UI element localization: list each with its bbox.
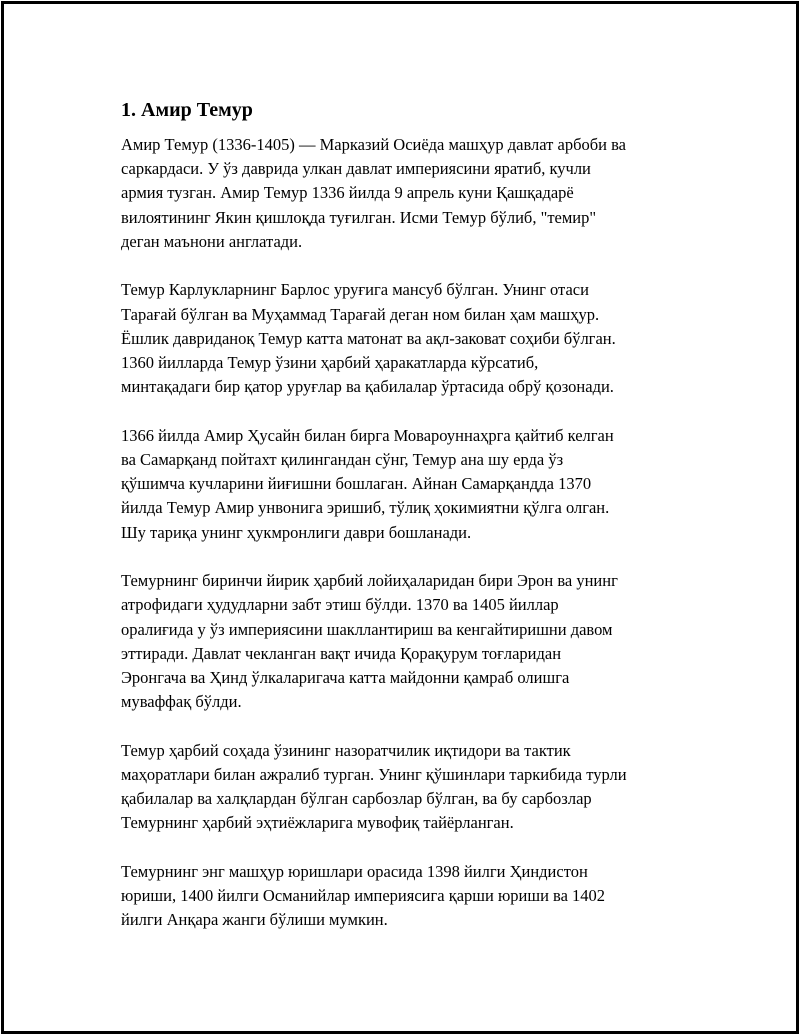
text-line: минтақадаги бир қатор уруғлар ва қабилалар ўртасида обрў қозонади. [121, 377, 614, 397]
text-line: қўшимча кучларини йиғишни бошлаган. Айнан Самарқандда 1370 [121, 474, 592, 494]
page-frame [1, 1, 799, 1034]
text-line: Темурнинг ҳарбий эҳтиёжларига мувофиқ тайёрланган. [121, 813, 514, 833]
text-line: юриши, 1400 йилги Османийлар империясига қарши юриши ва 1402 [121, 886, 606, 906]
text-line: атрофидаги ҳудудларни забт этиш бўлди. 1370 ва 1405 йиллар [121, 595, 559, 615]
text-line: Эронгача ва Ҳинд ўлкаларигача катта майдонни қамраб олишга [121, 668, 570, 688]
text-line: йилги Анқара жанги бўлиши мумкин. [121, 910, 388, 930]
text-line: Темур Карлукларнинг Барлос уруғига мансуб бўлган. Унинг отаси [121, 280, 589, 300]
text-line: йилда Темур Амир унвонига эришиб, тўлиқ ҳокимиятни қўлга олган. [121, 498, 610, 518]
paragraph-4 [121, 569, 696, 714]
text-line: Шу тариқа унинг ҳукмронлиги даври бошланади. [121, 522, 472, 542]
paragraph-3 [121, 424, 696, 545]
text-line: армия тузган. Амир Темур 1336 йилда 9 апрель куни Қашқадарё [121, 183, 574, 203]
text-line: эттиради. Давлат чекланган вақт ичида Қорақурум тоғларидан [121, 643, 562, 663]
text-line: вилоятининг Якин қишлоқда туғилган. Исми Темур бўлиб, "темир" [121, 207, 597, 227]
text-line: Амир Темур (1336-1405) — Марказий Осиёда машҳур давлат арбоби ва [121, 135, 626, 154]
text-line: маҳоратлари билан ажралиб турган. Унинг қўшинлари таркибида турли [121, 765, 627, 785]
paragraph-2 [121, 278, 696, 399]
text-line: ва Самарқанд пойтахт қилингандан сўнг, Темур ана шу ерда ўз [121, 450, 564, 470]
paragraph-6 [121, 860, 696, 933]
document-title: 1. Амир Темур [121, 99, 253, 121]
text-line: деган маънони англатади. [121, 231, 303, 251]
text-line: Ёшлик давриданоқ Темур катта матонат ва ақл-заковат соҳиби бўлган. [121, 328, 616, 348]
text-line: 1366 йилда Амир Ҳусайн билан бирга Мовароуннаҳрга қайтиб келган [121, 425, 614, 445]
text-line: Темурнинг энг машҳур юришлари орасида 1398 йилги Ҳиндистон [121, 862, 588, 882]
text-line: қабилалар ва халқлардан бўлган сарбозлар бўлган, ва бу сарбозлар [121, 789, 592, 809]
text-line: 1360 йилларда Темур ўзини ҳарбий ҳаракатларда кўрсатиб, [121, 353, 539, 373]
text-line: Темур ҳарбий соҳада ўзининг назоратчилик иқтидори ва тактик [121, 740, 571, 760]
text-line: Тарағай бўлган ва Муҳаммад Тарағай деган ном билан ҳам машҳур. [121, 304, 600, 324]
text-line: саркардаси. У ўз даврида улкан давлат империясини яратиб, кучли [121, 159, 591, 179]
paragraph-5 [121, 739, 696, 836]
text-line: Темурнинг биринчи йирик ҳарбий лойиҳаларидан бири Эрон ва унинг [121, 571, 618, 591]
paragraph-1 [121, 133, 696, 254]
text-line: оралиғида у ўз империясини шакллантириш ва кенгайтиришни давом [121, 619, 613, 639]
document-body [121, 98, 696, 957]
text-line: муваффақ бўлди. [121, 692, 242, 712]
